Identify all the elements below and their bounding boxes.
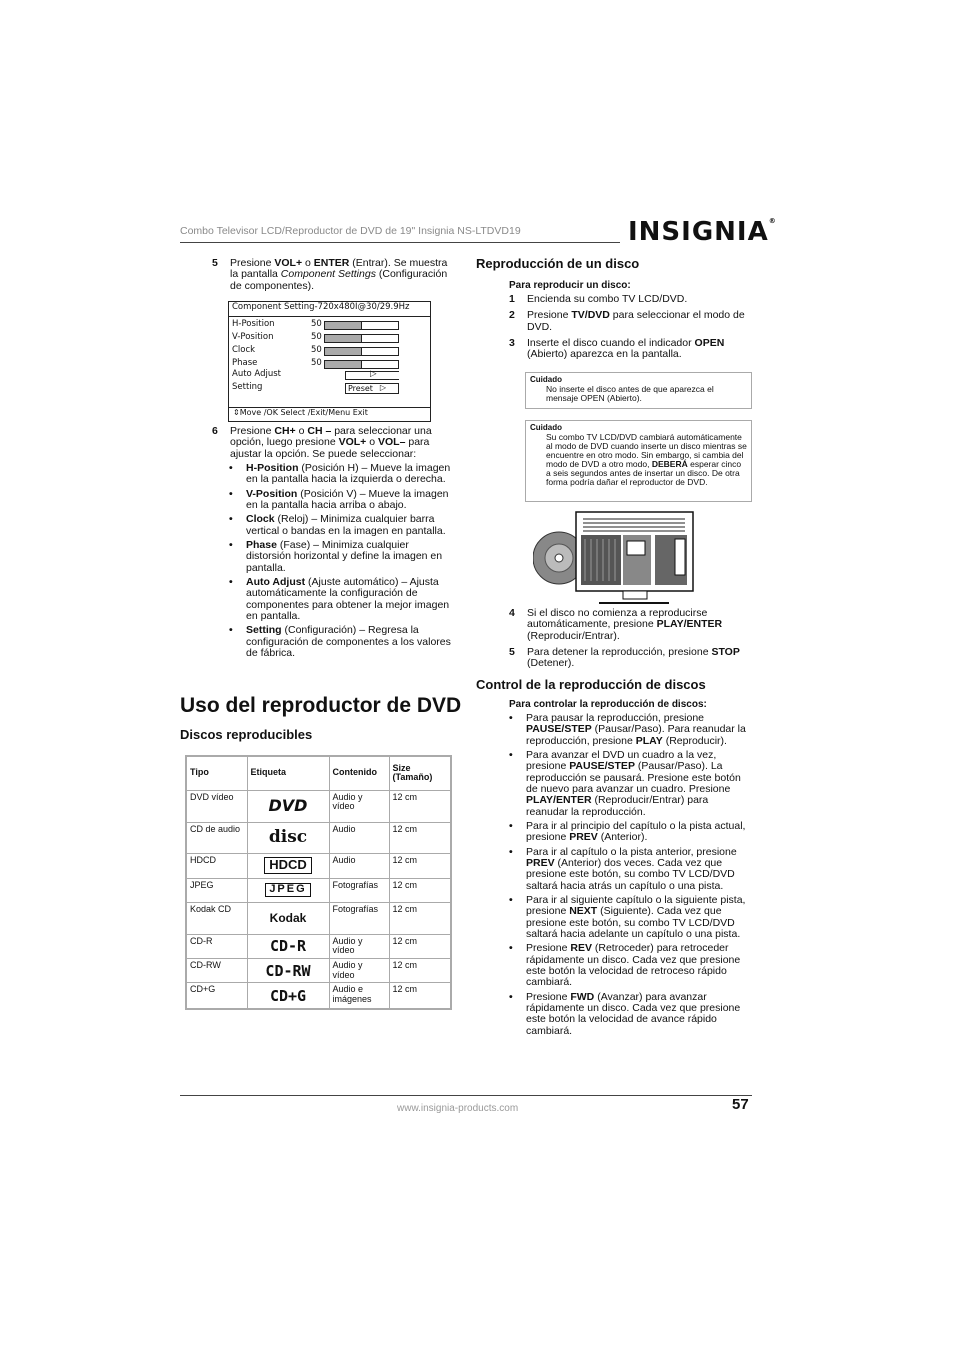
osd-level-fill [325, 335, 362, 342]
cell-content: Fotografías [329, 902, 389, 934]
option-text: H-Position (Posición H) – Mueve la imagen en la pantalla hacia la izquierda o derecha. [246, 462, 451, 486]
disc-logo-icon: DVD [268, 796, 308, 816]
osd-row-label: H-Position [232, 319, 275, 329]
logo-text: INSIGNIA [628, 217, 769, 247]
control-text: Para ir al siguiente capítulo o la siguiente pista, presione NEXT (Siguiente). Cada vez que presione este botón, su combo TV LCD/DVD saltará hacia adelante un capítulo o una pista. [526, 893, 746, 940]
step-6 [212, 426, 454, 460]
table-row [186, 790, 451, 822]
cell-content: Fotografías [329, 878, 389, 902]
cell-content: Audio [329, 822, 389, 853]
cell-content: Audio y vídeo [329, 790, 389, 822]
osd-setting-box [345, 383, 399, 394]
control-item [509, 821, 753, 844]
col-header: Size (Tamaño) [389, 756, 451, 790]
arrow-right-icon: ▷ [370, 369, 377, 379]
step-number: 6 [212, 425, 218, 437]
cell-label-logo [247, 902, 329, 934]
col-header: Etiqueta [247, 756, 329, 790]
caution-box-2 [525, 420, 752, 502]
cell-content: Audio [329, 853, 389, 878]
osd-row-label: Phase [232, 358, 258, 368]
table-row [186, 878, 451, 902]
cell-content: Audio e imágenes [329, 983, 389, 1009]
osd-row-value: 50 [311, 319, 322, 329]
arrow-right-icon: ▷ [379, 383, 386, 392]
option-item [229, 514, 455, 537]
cell-label-logo [247, 878, 329, 902]
table-row [186, 958, 451, 982]
table-row [186, 853, 451, 878]
osd-level-fill [325, 322, 362, 329]
bullet-icon: • [229, 538, 233, 551]
control-text: Presione REV (Retroceder) para retroceder rápidamente un disco. Cada vez que presione este botón la velocidad de retroceso rápido cambiará. [526, 942, 741, 989]
osd-auto-adjust-label: Auto Adjust [232, 369, 282, 379]
caution-title: Cuidado [530, 423, 562, 432]
cell-label-logo [247, 853, 329, 878]
move-arrows-icon: ⇕ [233, 408, 240, 417]
playable-discs-table [185, 755, 452, 1010]
step-text: Presione TV/DVD para seleccionar el modo de DVD. [527, 309, 745, 333]
play-disc-subheading: Para reproducir un disco: [509, 280, 631, 291]
cell-content: Audio y vídeo [329, 934, 389, 958]
osd-level-fill [325, 348, 362, 355]
bullet-icon: • [509, 942, 513, 955]
disc-logo-icon: HDCD [264, 857, 312, 873]
cell-size: 12 cm [389, 790, 451, 822]
cell-type: CD-R [186, 934, 247, 958]
running-header: Combo Televisor LCD/Reproductor de DVD de 19" Insignia NS-LTDVD19 [180, 225, 521, 237]
control-text: Para ir al capítulo o la pista anterior, presione PREV (Anterior) dos veces. Cada vez que presione este botón, su combo TV LCD/DVD saltará hacia atrás un capítulo o una pista. [526, 845, 737, 892]
disc-insertion-illustration [533, 509, 698, 607]
cell-type: Kodak CD [186, 902, 247, 934]
option-text: Setting (Configuración) – Regresa la configuración de componentes a los valores de fábrica. [246, 624, 451, 659]
cell-type: HDCD [186, 853, 247, 878]
table-row [186, 822, 451, 853]
osd-row-value: 50 [311, 358, 322, 368]
cell-label-logo [247, 983, 329, 1009]
table-header-row [186, 756, 451, 790]
col-header: Tipo [186, 756, 247, 790]
bullet-icon: • [509, 712, 513, 724]
bullet-icon: • [229, 624, 233, 637]
cell-type: CD-RW [186, 958, 247, 982]
bullet-icon: • [509, 845, 513, 858]
step-2 [509, 310, 751, 333]
table-row [186, 934, 451, 958]
component-settings-screen [228, 301, 431, 422]
table-row [186, 902, 451, 934]
cell-size: 12 cm [389, 878, 451, 902]
step-text: Presione CH+ o CH – para seleccionar una opción, luego presione VOL+ o VOL– para ajustar la opción. Se puede seleccionar: [230, 425, 432, 460]
table-row [186, 983, 451, 1009]
step-number: 1 [509, 293, 515, 305]
osd-setting-label: Setting [232, 382, 263, 392]
control-item [509, 943, 753, 988]
bullet-icon: • [509, 819, 513, 832]
bullet-icon: • [509, 990, 513, 1003]
caution-box-1 [525, 372, 752, 409]
option-list [229, 460, 455, 659]
control-item [509, 992, 753, 1037]
caution-title: Cuidado [530, 375, 562, 384]
disc-logo-icon: CD-R [269, 937, 307, 956]
osd-row-value: 50 [311, 332, 322, 342]
step-text: Presione VOL+ o ENTER (Entrar). Se muestra la pantalla Component Settings (Configuración de componentes). [230, 257, 448, 292]
insignia-logo [628, 218, 777, 246]
option-text: Clock (Reloj) – Minimiza cualquier barra vertical o bandas en la imagen en pantalla. [246, 513, 446, 537]
section-title: Uso del reproductor de DVD [180, 694, 462, 717]
osd-setting-value: Preset [348, 384, 373, 393]
bullet-icon: • [229, 575, 233, 588]
bullet-icon: • [229, 487, 233, 500]
option-item [229, 463, 455, 486]
control-list [509, 710, 753, 1037]
footer-url: www.insignia-products.com [397, 1103, 519, 1114]
step-5 [509, 647, 751, 670]
osd-footer: ⇕Move /OK Select /Exit/Menu Exit [229, 407, 430, 421]
play-disc-heading: Reproducción de un disco [476, 256, 640, 271]
osd-title: Component Setting-720x480I@30/29.9Hz [229, 302, 430, 317]
cell-type: DVD vídeo [186, 790, 247, 822]
col-header: Contenido [329, 756, 389, 790]
control-text: Presione FWD (Avanzar) para avanzar rápidamente un disco. Cada vez que presione este botón la velocidad de avance rápido cambiará. [526, 990, 741, 1037]
cell-size: 12 cm [389, 934, 451, 958]
step-4 [509, 608, 751, 642]
step-5 [212, 258, 454, 292]
disc-logo-icon: Kodak [269, 910, 307, 925]
cell-label-logo [247, 822, 329, 853]
osd-level-bar [324, 321, 399, 330]
option-item [229, 577, 455, 622]
disc-logo-icon: disc [268, 827, 308, 848]
control-subheading: Para controlar la reproducción de discos: [509, 699, 707, 710]
osd-row-value: 50 [311, 345, 322, 355]
cell-type: CD de audio [186, 822, 247, 853]
step-number: 4 [509, 607, 515, 619]
disc-logo-icon: CD-RW [265, 961, 311, 980]
disc-logo-icon: JPEG [265, 883, 310, 897]
step-text: Si el disco no comienza a reproducirse automáticamente, presione PLAY/ENTER (Reproducir/Entrar). [527, 607, 723, 642]
osd-level-fill [325, 361, 362, 368]
option-item [229, 540, 455, 574]
option-text: Auto Adjust (Ajuste automático) – Ajusta automáticamente la configuración de componentes para obtener la mejor imagen en pantalla. [246, 575, 450, 622]
cell-type: JPEG [186, 878, 247, 902]
step-1 [509, 294, 751, 305]
play-steps [509, 294, 751, 361]
control-item [509, 895, 753, 940]
osd-level-bar [324, 347, 399, 356]
control-text: Para ir al principio del capítulo o la pista actual, presione PREV (Anterior). [526, 819, 746, 844]
caution-text: No inserte el disco antes de que aparezca el mensaje OPEN (Abierto). [546, 383, 714, 403]
caution-text: Su combo TV LCD/DVD cambiará automáticamente al modo de DVD cuando inserte un disco mientras se encuentre en otro modo. Sin embargo, si cambia del modo de DVD a otro modo, DEBERÁ esperar cinco a seis segundos antes de insertar un disco. De otra forma podría dañar el reproductor de DVD. [546, 431, 747, 487]
page-number: 57 [732, 1096, 749, 1113]
discs-heading: Discos reproducibles [180, 727, 313, 742]
step-number: 5 [509, 645, 515, 658]
osd-row-label: V-Position [232, 332, 274, 342]
control-item [509, 750, 753, 818]
bullet-icon: • [229, 462, 233, 474]
osd-level-bar [324, 334, 399, 343]
osd-auto-adjust-box [345, 371, 399, 380]
osd-row-label: Clock [232, 345, 256, 355]
control-text: Para pausar la reproducción, presione PAUSE/STEP (Pausar/Paso). Para reanudar la reproducción, presione PLAY (Reproducir). [526, 712, 746, 747]
cell-label-logo [247, 790, 329, 822]
cell-label-logo [247, 958, 329, 982]
cell-size: 12 cm [389, 853, 451, 878]
bullet-icon: • [509, 893, 513, 906]
step-3 [509, 338, 751, 361]
cell-label-logo [247, 934, 329, 958]
control-heading: Control de la reproducción de discos [476, 677, 706, 692]
option-text: Phase (Fase) – Minimiza cualquier distorsión horizontal y define la imagen en pantalla. [246, 538, 443, 574]
cell-size: 12 cm [389, 902, 451, 934]
cell-size: 12 cm [389, 983, 451, 1009]
option-text: V-Position (Posición V) – Mueve la imagen en la pantalla hacia arriba o abajo. [246, 487, 449, 511]
step-number: 3 [509, 336, 515, 349]
step-text: Para detener la reproducción, presione STOP (Detener). [527, 645, 740, 670]
control-item [509, 847, 753, 892]
cell-size: 12 cm [389, 822, 451, 853]
bullet-icon: • [509, 748, 513, 761]
control-item [509, 713, 753, 747]
step-number: 5 [212, 257, 218, 269]
step-text: Encienda su combo TV LCD/DVD. [527, 293, 688, 305]
play-steps-continued [509, 608, 751, 670]
step-text: Inserte el disco cuando el indicador OPEN (Abierto) aparezca en la pantalla. [527, 336, 725, 361]
header-rule [180, 242, 620, 243]
disc-logo-icon: CD+G [269, 986, 307, 1005]
footer-rule [180, 1095, 752, 1096]
cell-size: 12 cm [389, 958, 451, 982]
bullet-icon: • [229, 513, 233, 526]
osd-level-bar [324, 360, 399, 369]
control-text: Para avanzar el DVD un cuadro a la vez, presione PAUSE/STEP (Pausar/Paso). La reproducción se pausará. Presione este botón de nuevo para avanzar un cuadro. Presione PLAY/ENTER (Reproducir/Entrar) para reanudar la reproducción. [526, 748, 741, 818]
cell-type: CD+G [186, 983, 247, 1009]
option-item [229, 489, 455, 512]
registered-icon: ® [768, 217, 777, 225]
step-number: 2 [509, 309, 515, 322]
cell-content: Audio y vídeo [329, 958, 389, 982]
option-item [229, 625, 455, 659]
